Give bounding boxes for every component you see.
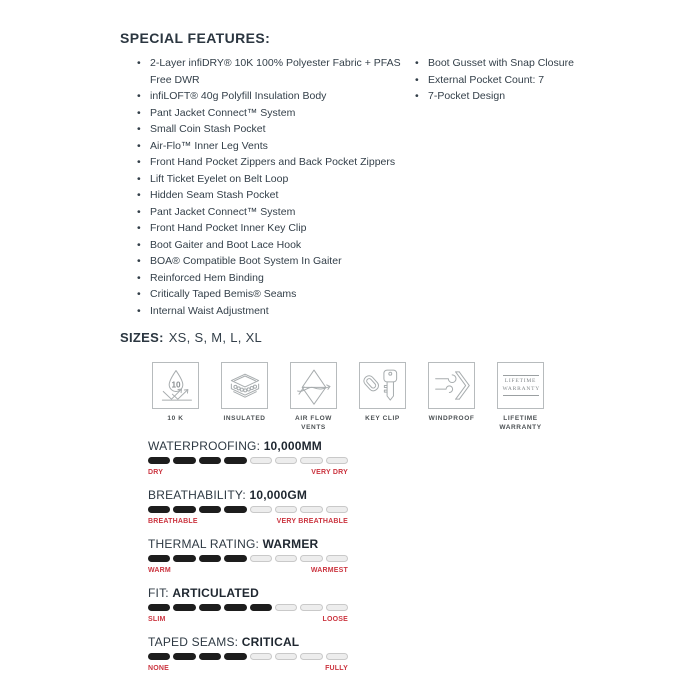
- feature-item: • Boot Gusset with Snap Closure: [415, 55, 598, 72]
- rating-segment: [199, 457, 221, 464]
- rating-waterproofing: [148, 440, 348, 477]
- rating-taped-seams: [148, 636, 348, 673]
- tech-icons-row: [152, 362, 544, 432]
- air-flow-vents-icon: [290, 362, 337, 409]
- rating-segment: [250, 457, 272, 464]
- rating-segment: [250, 653, 272, 660]
- rating-segment: [173, 604, 195, 611]
- feature-item: • Internal Waist Adjustment: [137, 303, 415, 320]
- rating-segment: [173, 653, 195, 660]
- rating-min-label: WARM: [148, 566, 171, 574]
- rating-segment: [275, 457, 297, 464]
- rating-bar: [148, 555, 348, 562]
- rating-segment: [148, 506, 170, 513]
- icon-caption-lifetime-warranty: LIFETIME WARRANTY: [499, 415, 542, 431]
- rating-max-label: LOOSE: [322, 615, 348, 623]
- sizes-value: XS, S, M, L, XL: [168, 330, 263, 345]
- sizes-label: SIZES:: [120, 330, 164, 345]
- feature-item: • Lift Ticket Eyelet on Belt Loop: [137, 171, 415, 188]
- rating-min-label: BREATHABLE: [148, 517, 198, 525]
- feature-item: • Boot Gaiter and Boot Lace Hook: [137, 237, 415, 254]
- rating-segment: [300, 653, 322, 660]
- rating-segment: [199, 653, 221, 660]
- rating-segment: [199, 555, 221, 562]
- key-clip-icon: [359, 362, 406, 409]
- tech-icon-cell: [221, 362, 268, 432]
- feature-item: • Small Coin Stash Pocket: [137, 121, 415, 138]
- feature-item: • BOA® Compatible Boot System In Gaiter: [137, 253, 415, 270]
- tech-icon-cell: [428, 362, 475, 432]
- special-features-list-right: [415, 55, 598, 319]
- rating-segment: [275, 604, 297, 611]
- waterproof-10k-icon: [152, 362, 199, 409]
- windproof-icon: [428, 362, 475, 409]
- rating-label: THERMAL RATING:: [148, 537, 260, 551]
- rating-segment: [224, 457, 246, 464]
- rating-label: WATERPROOFING:: [148, 439, 261, 453]
- rating-segment: [173, 555, 195, 562]
- rating-segment: [199, 604, 221, 611]
- rating-segment: [326, 653, 348, 660]
- rating-segment: [250, 555, 272, 562]
- feature-item: • Critically Taped Bemis® Seams: [137, 286, 415, 303]
- feature-item: • Front Hand Pocket Inner Key Clip: [137, 220, 415, 237]
- rating-bar: [148, 457, 348, 464]
- insulated-icon: [221, 362, 268, 409]
- feature-item: • Pant Jacket Connect™ System: [137, 105, 415, 122]
- rating-value: CRITICAL: [241, 635, 300, 649]
- rating-segment: [173, 506, 195, 513]
- special-features-title: SPECIAL FEATURES:: [120, 30, 271, 46]
- svg-text:10: 10: [170, 379, 181, 389]
- rating-segment: [326, 506, 348, 513]
- special-features-columns: [120, 55, 598, 319]
- rating-label: TAPED SEAMS:: [148, 635, 239, 649]
- rating-segment: [224, 555, 246, 562]
- rating-min-label: NONE: [148, 664, 170, 672]
- lifetime-warranty-icon: [497, 362, 544, 409]
- rating-segment: [224, 506, 246, 513]
- rating-segment: [148, 457, 170, 464]
- rating-fit: [148, 587, 348, 624]
- rating-segment: [326, 604, 348, 611]
- rating-min-label: DRY: [148, 468, 164, 476]
- rating-value: ARTICULATED: [172, 586, 259, 600]
- feature-item: • infiLOFT® 40g Polyfill Insulation Body: [137, 88, 415, 105]
- tech-icon-cell: [497, 362, 544, 432]
- rating-bar: [148, 653, 348, 660]
- rating-segment: [250, 506, 272, 513]
- rating-max-label: FULLY: [325, 664, 348, 672]
- icon-caption-windproof: WINDPROOF: [428, 415, 475, 422]
- rating-segment: [224, 604, 246, 611]
- tech-icon-cell: [152, 362, 199, 432]
- feature-item: • Pant Jacket Connect™ System: [137, 204, 415, 221]
- rating-segment: [326, 555, 348, 562]
- icon-caption-insulated: INSULATED: [223, 415, 266, 422]
- rating-segment: [300, 604, 322, 611]
- rating-segment: [275, 506, 297, 513]
- rating-segment: [326, 457, 348, 464]
- tech-icon-cell: [290, 362, 337, 432]
- rating-segment: [300, 457, 322, 464]
- tech-icon-cell: [359, 362, 406, 432]
- rating-breathability: [148, 489, 348, 526]
- feature-item: • 2-Layer infiDRY® 10K 100% Polyester Fabric + PFAS Free DWR: [137, 55, 415, 88]
- rating-value: 10,000GM: [249, 488, 308, 502]
- feature-item: • Reinforced Hem Binding: [137, 270, 415, 287]
- rating-segment: [199, 506, 221, 513]
- special-features-list-left: [137, 55, 415, 319]
- feature-item: • External Pocket Count: 7: [415, 72, 598, 89]
- rating-segment: [300, 506, 322, 513]
- rating-bar: [148, 506, 348, 513]
- ratings-section: [148, 440, 348, 685]
- rating-segment: [300, 555, 322, 562]
- feature-item: • Front Hand Pocket Zippers and Back Pocket Zippers: [137, 154, 415, 171]
- icon-caption-air-flow-vents: AIR FLOW VENTS: [295, 415, 332, 431]
- rating-segment: [148, 555, 170, 562]
- rating-segment: [275, 555, 297, 562]
- rating-segment: [173, 457, 195, 464]
- feature-item: • Air-Flo™ Inner Leg Vents: [137, 138, 415, 155]
- sizes-row: [120, 330, 262, 345]
- rating-max-label: WARMEST: [310, 566, 348, 574]
- rating-value: WARMER: [262, 537, 319, 551]
- rating-label: FIT:: [148, 586, 169, 600]
- rating-segment: [148, 604, 170, 611]
- icon-caption-key-clip: KEY CLIP: [365, 415, 400, 422]
- rating-label: BREATHABILITY:: [148, 488, 246, 502]
- rating-thermal: [148, 538, 348, 575]
- lifetime-warranty-stamp: LIFETIME WARRANTY: [503, 375, 539, 396]
- rating-max-label: VERY DRY: [311, 468, 348, 476]
- rating-min-label: SLIM: [148, 615, 166, 623]
- rating-max-label: VERY BREATHABLE: [276, 517, 348, 525]
- rating-value: 10,000MM: [263, 439, 322, 453]
- feature-item: • 7-Pocket Design: [415, 88, 598, 105]
- rating-segment: [275, 653, 297, 660]
- rating-bar: [148, 604, 348, 611]
- icon-caption-10k: 10 K: [167, 415, 184, 422]
- feature-item: • Hidden Seam Stash Pocket: [137, 187, 415, 204]
- rating-segment: [148, 653, 170, 660]
- rating-segment: [224, 653, 246, 660]
- rating-segment: [250, 604, 272, 611]
- special-features-section: [120, 30, 598, 319]
